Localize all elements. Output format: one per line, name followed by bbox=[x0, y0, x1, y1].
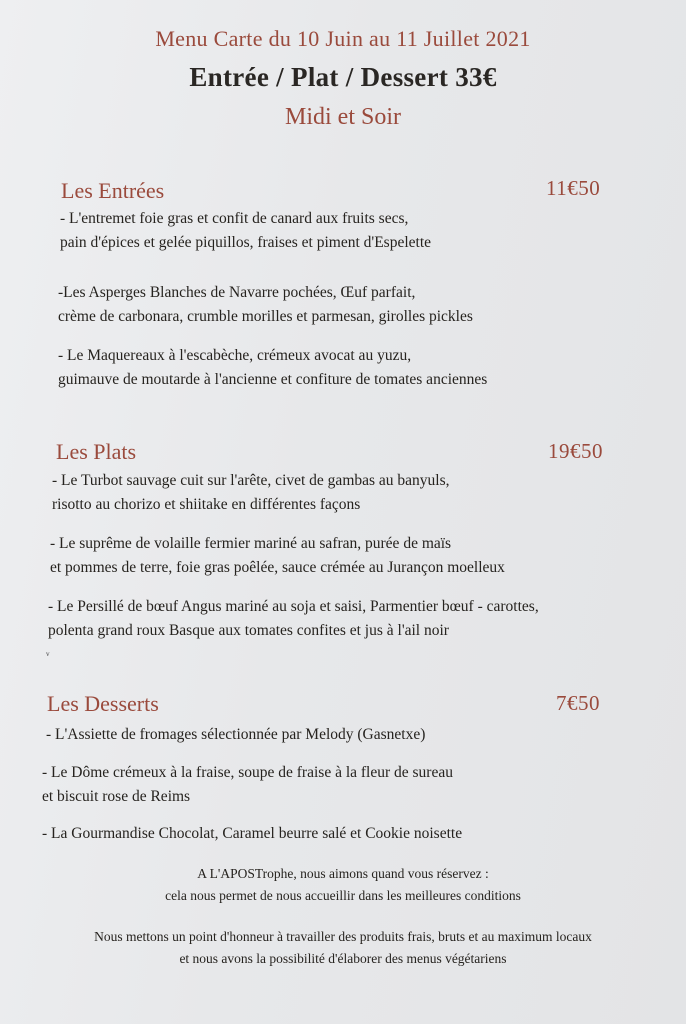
menu-item bbox=[52, 469, 450, 517]
note-line: A L'APOSTrophe, nous aimons quand vous réservez : bbox=[197, 866, 489, 881]
section-price-plats: 19€50 bbox=[548, 439, 603, 463]
menu-item bbox=[48, 595, 539, 643]
menu-item bbox=[58, 281, 473, 329]
section-price-desserts: 7€50 bbox=[556, 691, 600, 715]
sourcing-note bbox=[0, 926, 686, 970]
stray-mark: ᵥ bbox=[46, 644, 50, 658]
menu-item-line: - L'entremet foie gras et confit de canard aux fruits secs, bbox=[60, 210, 409, 227]
section-title-entrees: Les Entrées bbox=[61, 178, 165, 203]
menu-item-line: - La Gourmandise Chocolat, Caramel beurre salé et Cookie noisette bbox=[42, 825, 463, 842]
formula-price-title: Entrée / Plat / Dessert 33€ bbox=[189, 62, 497, 92]
section-price-entrees: 11€50 bbox=[546, 176, 601, 200]
menu-item-line: pain d'épices et gelée piquillos, fraises et piment d'Espelette bbox=[60, 234, 432, 251]
menu-item-line: et biscuit rose de Reims bbox=[42, 788, 191, 805]
menu-item bbox=[42, 822, 462, 846]
menu-item-line: guimauve de moutarde à l'ancienne et confiture de tomates anciennes bbox=[58, 371, 488, 388]
note-line: Nous mettons un point d'honneur à travailler des produits frais, bruts et au maximum locaux bbox=[94, 929, 592, 944]
menu-item-line: risotto au chorizo et shiitake en différentes façons bbox=[52, 496, 361, 513]
menu-item bbox=[50, 532, 505, 580]
menu-item-line: - Le Persillé de bœuf Angus mariné au soja et saisi, Parmentier bœuf - carottes, bbox=[48, 598, 539, 615]
menu-item bbox=[58, 344, 487, 392]
menu-item-line: et pommes de terre, foie gras poêlée, sauce crémée au Jurançon moelleux bbox=[50, 559, 505, 576]
menu-item-line: crème de carbonara, crumble morilles et parmesan, girolles pickles bbox=[58, 308, 473, 325]
menu-dates-title: Menu Carte du 10 Juin au 11 Juillet 2021 bbox=[155, 26, 531, 51]
section-title-plats: Les Plats bbox=[56, 439, 137, 464]
reservation-note bbox=[0, 863, 686, 907]
menu-item-line: -Les Asperges Blanches de Navarre pochées, Œuf parfait, bbox=[58, 284, 416, 301]
section-title-desserts: Les Desserts bbox=[47, 691, 159, 716]
service-times: Midi et Soir bbox=[284, 104, 401, 130]
menu-item-line: polenta grand roux Basque aux tomates confites et jus à l'ail noir bbox=[48, 622, 449, 639]
menu-item-line: - Le Turbot sauvage cuit sur l'arête, civet de gambas au banyuls, bbox=[52, 472, 450, 489]
menu-item-line: - Le Dôme crémeux à la fraise, soupe de fraise à la fleur de sureau bbox=[42, 764, 453, 781]
menu-item bbox=[42, 761, 453, 809]
menu-item-line: - Le suprême de volaille fermier mariné au safran, purée de maïs bbox=[50, 535, 452, 552]
menu-item-line: - Le Maquereaux à l'escabèche, crémeux avocat au yuzu, bbox=[58, 347, 412, 364]
menu-item-line: - L'Assiette de fromages sélectionnée par Melody (Gasnetxe) bbox=[46, 726, 426, 743]
menu-item bbox=[46, 723, 425, 747]
menu-item bbox=[60, 207, 431, 255]
note-line: cela nous permet de nous accueillir dans les meilleures conditions bbox=[165, 888, 521, 903]
note-line: et nous avons la possibilité d'élaborer des menus végétariens bbox=[179, 951, 507, 966]
